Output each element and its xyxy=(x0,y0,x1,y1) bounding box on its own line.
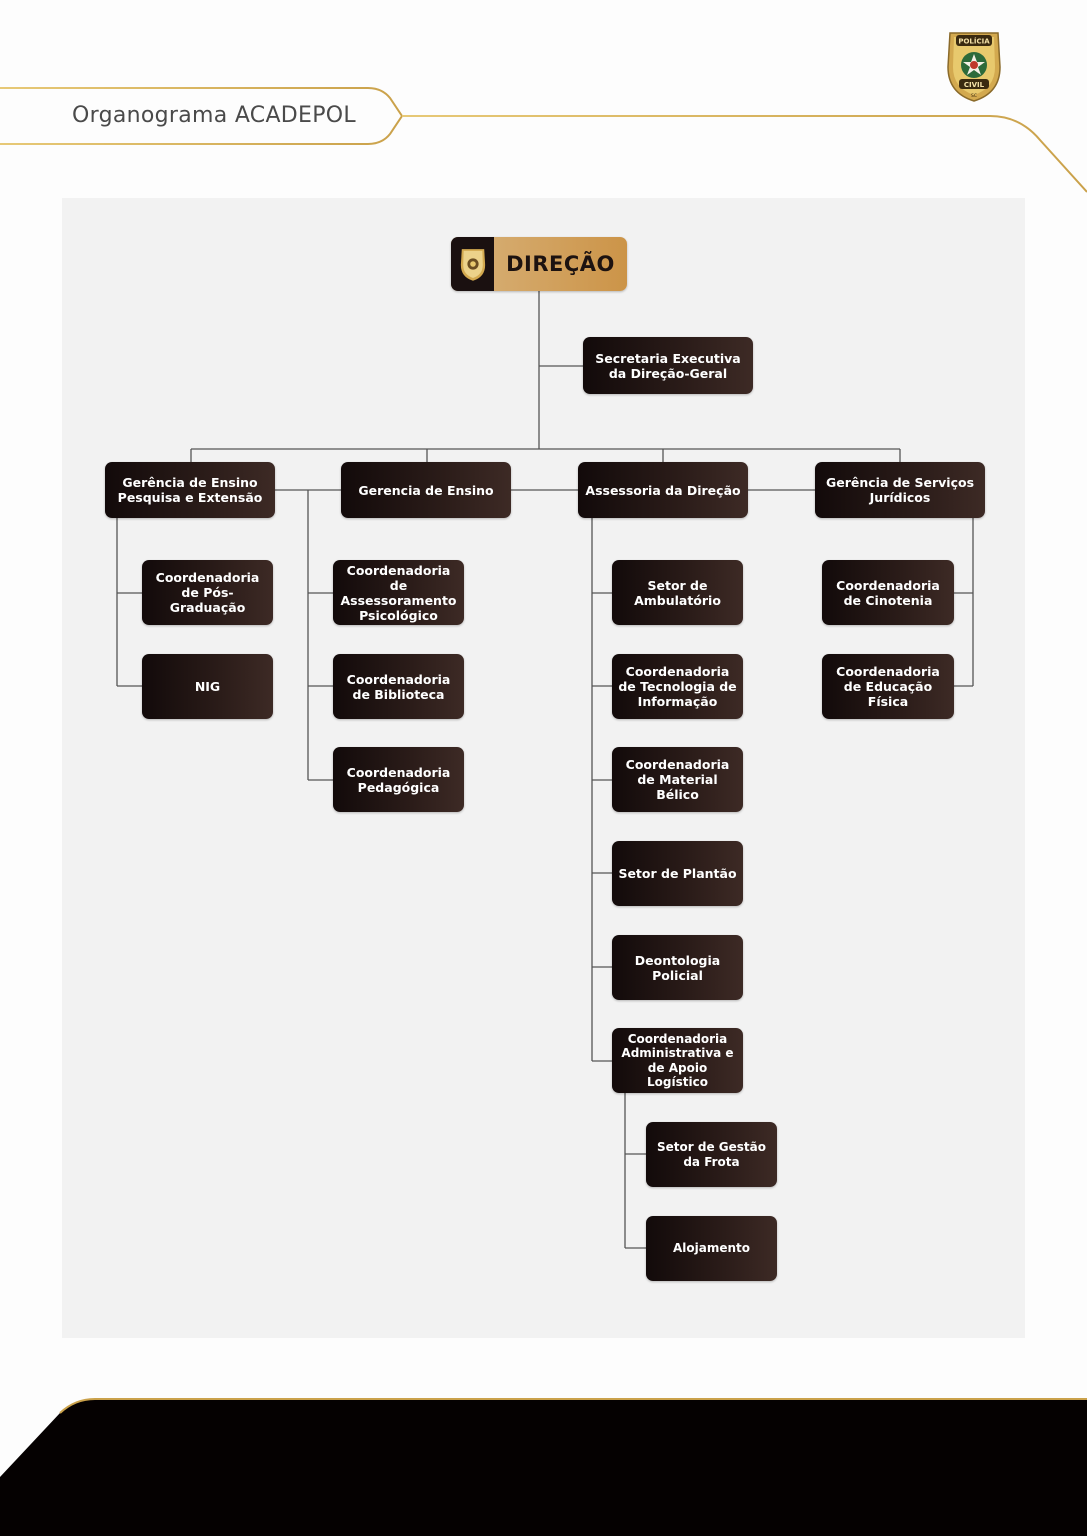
node-alojamento: Alojamento xyxy=(646,1216,777,1281)
node-plantao: Setor de Plantão xyxy=(612,841,743,906)
node-assessoria-direcao: Assessoria da Direção xyxy=(578,462,748,518)
node-apoio-logistico: Coordenadoria Administrativa e de Apoio Logístico xyxy=(612,1028,743,1093)
node-tecnologia-informacao: Coordenadoria de Tecnologia de Informação xyxy=(612,654,743,719)
node-gerencia-ensino: Gerencia de Ensino xyxy=(341,462,511,518)
node-biblioteca: Coordenadoria de Biblioteca xyxy=(333,654,464,719)
svg-text:SC: SC xyxy=(971,94,977,99)
node-pedagogica: Coordenadoria Pedagógica xyxy=(333,747,464,812)
node-gerencia-ensino-pesquisa: Gerência de Ensino Pesquisa e Extensão xyxy=(105,462,275,518)
policia-badge-icon xyxy=(459,246,487,282)
page-title: Organograma ACADEPOL xyxy=(72,103,356,128)
node-direcao xyxy=(451,237,627,291)
node-deontologia: Deontologia Policial xyxy=(612,935,743,1000)
node-ambulatorio: Setor de Ambulatório xyxy=(612,560,743,625)
node-direcao-label: DIREÇÃO xyxy=(506,252,615,276)
svg-text:POLÍCIA: POLÍCIA xyxy=(958,37,990,46)
node-pos-graduacao: Coordenadoria de Pós-Graduação xyxy=(142,560,273,625)
footer-band xyxy=(0,1395,1087,1536)
node-assessoramento-psicologico: Coordenadoria de Assessoramento Psicológico xyxy=(333,560,464,625)
badge-icon-box xyxy=(451,237,494,291)
node-secretaria-executiva: Secretaria Executiva da Direção-Geral xyxy=(583,337,753,394)
node-educacao-fisica: Coordenadoria de Educação Física xyxy=(822,654,954,719)
node-gestao-frota: Setor de Gestão da Frota xyxy=(646,1122,777,1187)
node-nig: NIG xyxy=(142,654,273,719)
node-cinotenia: Coordenadoria de Cinotenia xyxy=(822,560,954,625)
svg-text:CIVIL: CIVIL xyxy=(963,81,985,89)
node-gerencia-servicos-juridicos: Gerência de Serviços Jurídicos xyxy=(815,462,985,518)
node-material-belico: Coordenadoria de Material Bélico xyxy=(612,747,743,812)
